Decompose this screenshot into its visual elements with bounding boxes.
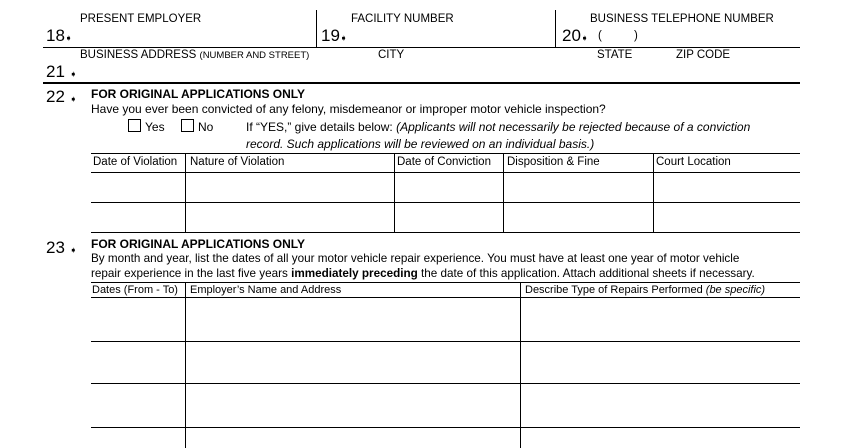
item-number: 22 ➧ [46,87,78,106]
phone-close-paren: ) [634,30,638,42]
column-header: Employer’s Name and Address [190,284,342,296]
no-option[interactable]: No [181,119,213,134]
review-note: record. Such applications will be reviewed on an individual basis.) [246,137,595,151]
violation-date-cell[interactable] [92,204,184,231]
table-line [91,153,800,154]
arrow-icon: ➧ [580,33,589,43]
table-line [91,297,800,298]
experience-dates-cell[interactable] [92,343,184,382]
business-telephone-field[interactable] [604,27,798,45]
employer-name-address-cell[interactable] [186,385,519,426]
state-field[interactable] [597,62,667,80]
if-yes-instruction: If “YES,” give details below: (Applicants will not necessarily be rejected because of a conviction [246,120,751,134]
experience-dates-cell[interactable] [92,299,184,340]
court-location-cell[interactable] [654,174,799,201]
business-telephone-label: BUSINESS TELEPHONE NUMBER [590,13,774,25]
table-line [91,383,800,384]
experience-dates-cell[interactable] [92,385,184,426]
arrow-icon: ➧ [69,69,78,79]
item-number: 20➧ [562,26,589,45]
column-header: Nature of Violation [190,156,285,168]
arrow-icon: ➧ [339,33,348,43]
divider [316,10,317,47]
item-number: 19➧ [321,26,348,45]
phone-open-paren: ( [598,30,602,42]
yes-option[interactable]: Yes [128,119,165,134]
table-line [91,427,800,428]
divider [43,47,800,48]
disposition-cell[interactable] [504,174,652,201]
disposition-cell[interactable] [504,204,652,231]
facility-number-label: FACILITY NUMBER [351,13,454,25]
employer-name-address-cell[interactable] [186,343,519,382]
violation-nature-cell[interactable] [186,204,393,231]
conviction-date-cell[interactable] [395,204,502,231]
repairs-performed-cell[interactable] [521,299,799,340]
yes-checkbox[interactable] [128,119,141,132]
column-header: Court Location [656,156,731,168]
column-header: Disposition & Fine [507,156,600,168]
court-location-cell[interactable] [654,204,799,231]
city-field[interactable] [378,62,588,80]
violation-nature-cell[interactable] [186,174,393,201]
experience-instruction: repair experience in the last five years immediately preceding the date of this application. Attach additional sheets if necessary. [91,267,755,280]
business-address-label: BUSINESS ADDRESS (NUMBER AND STREET) [80,49,310,61]
zip-code-label: ZIP CODE [676,49,731,61]
facility-number-field[interactable] [350,27,550,45]
repairs-performed-cell[interactable] [521,385,799,426]
section-heading: FOR ORIGINAL APPLICATIONS ONLY [91,87,306,101]
section-heading: FOR ORIGINAL APPLICATIONS ONLY [91,237,306,251]
item-number: 23 ➧ [46,238,78,257]
arrow-icon: ➧ [64,33,73,43]
item-number: 21 ➧ [46,62,78,81]
conviction-question: Have you ever been convicted of any felony, misdemeanor or improper motor vehicle inspection? [91,102,606,116]
experience-instruction: By month and year, list the dates of all your motor vehicle repair experience. You must have at least one year of motor vehicle [91,252,740,265]
column-header: Dates (From - To) [92,284,178,296]
violation-date-cell[interactable] [92,174,184,201]
repairs-performed-cell[interactable] [521,343,799,382]
business-address-field[interactable] [80,62,370,80]
column-header: Describe Type of Repairs Performed (be specific) [525,284,766,296]
divider [555,10,556,47]
column-header: Date of Conviction [397,156,491,168]
table-line [91,232,800,233]
item-number: 18➧ [46,26,73,45]
conviction-date-cell[interactable] [395,174,502,201]
employer-name-address-cell[interactable] [186,299,519,340]
table-line [91,202,800,203]
no-checkbox[interactable] [181,119,194,132]
table-line [91,282,800,283]
table-line [91,341,800,342]
column-header: Date of Violation [93,156,178,168]
arrow-icon: ➧ [69,245,78,255]
state-label: STATE [597,49,633,61]
arrow-icon: ➧ [69,94,78,104]
present-employer-field[interactable] [80,27,310,45]
divider [43,82,800,84]
table-line [91,172,800,173]
present-employer-label: PRESENT EMPLOYER [80,13,202,25]
city-label: CITY [378,49,405,61]
zip-code-field[interactable] [676,62,796,80]
